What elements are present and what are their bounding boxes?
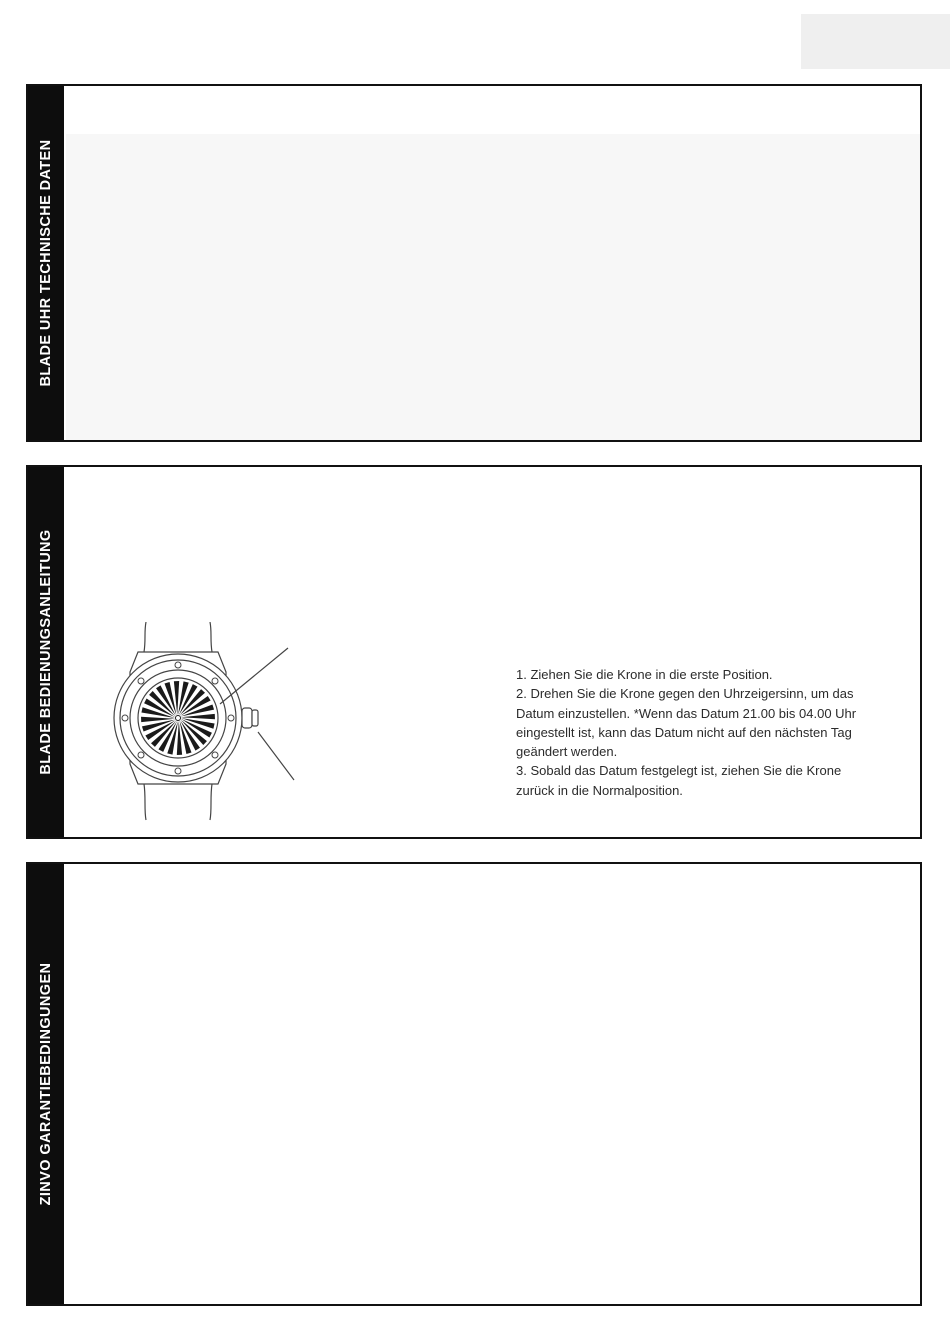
spec-panel: [66, 134, 920, 440]
section-technical-data: [26, 84, 922, 442]
instructions-text: [516, 665, 876, 800]
corner-tab: [801, 14, 950, 69]
section-title: BLADE BEDIENUNGSANLEITUNG: [38, 529, 54, 775]
section-title: ZINVO GARANTIEBEDINGUNGEN: [38, 962, 54, 1206]
instruction-step: 1. Ziehen Sie die Krone in die erste Position.: [516, 667, 773, 682]
instruction-step: 2. Drehen Sie die Krone gegen den Uhrzeigersinn, um das Datum einzustellen. *Wenn das Datum 21.00 bis 04.00 Uhr eingestellt ist, kann das Datum nicht auf den nächsten Tag geändert werden.: [516, 686, 857, 760]
instruction-step: 3. Sobald das Datum festgelegt ist, ziehen Sie die Krone zurück in die Normalposition.: [516, 763, 842, 798]
section-sidebar: [28, 86, 64, 440]
section-title: BLADE UHR TECHNISCHE DATEN: [38, 139, 54, 387]
watch-diagram-icon: [108, 622, 308, 822]
section-sidebar: [28, 467, 64, 837]
section-instructions: [26, 465, 922, 839]
section-warranty: [26, 862, 922, 1306]
section-sidebar: [28, 864, 64, 1304]
